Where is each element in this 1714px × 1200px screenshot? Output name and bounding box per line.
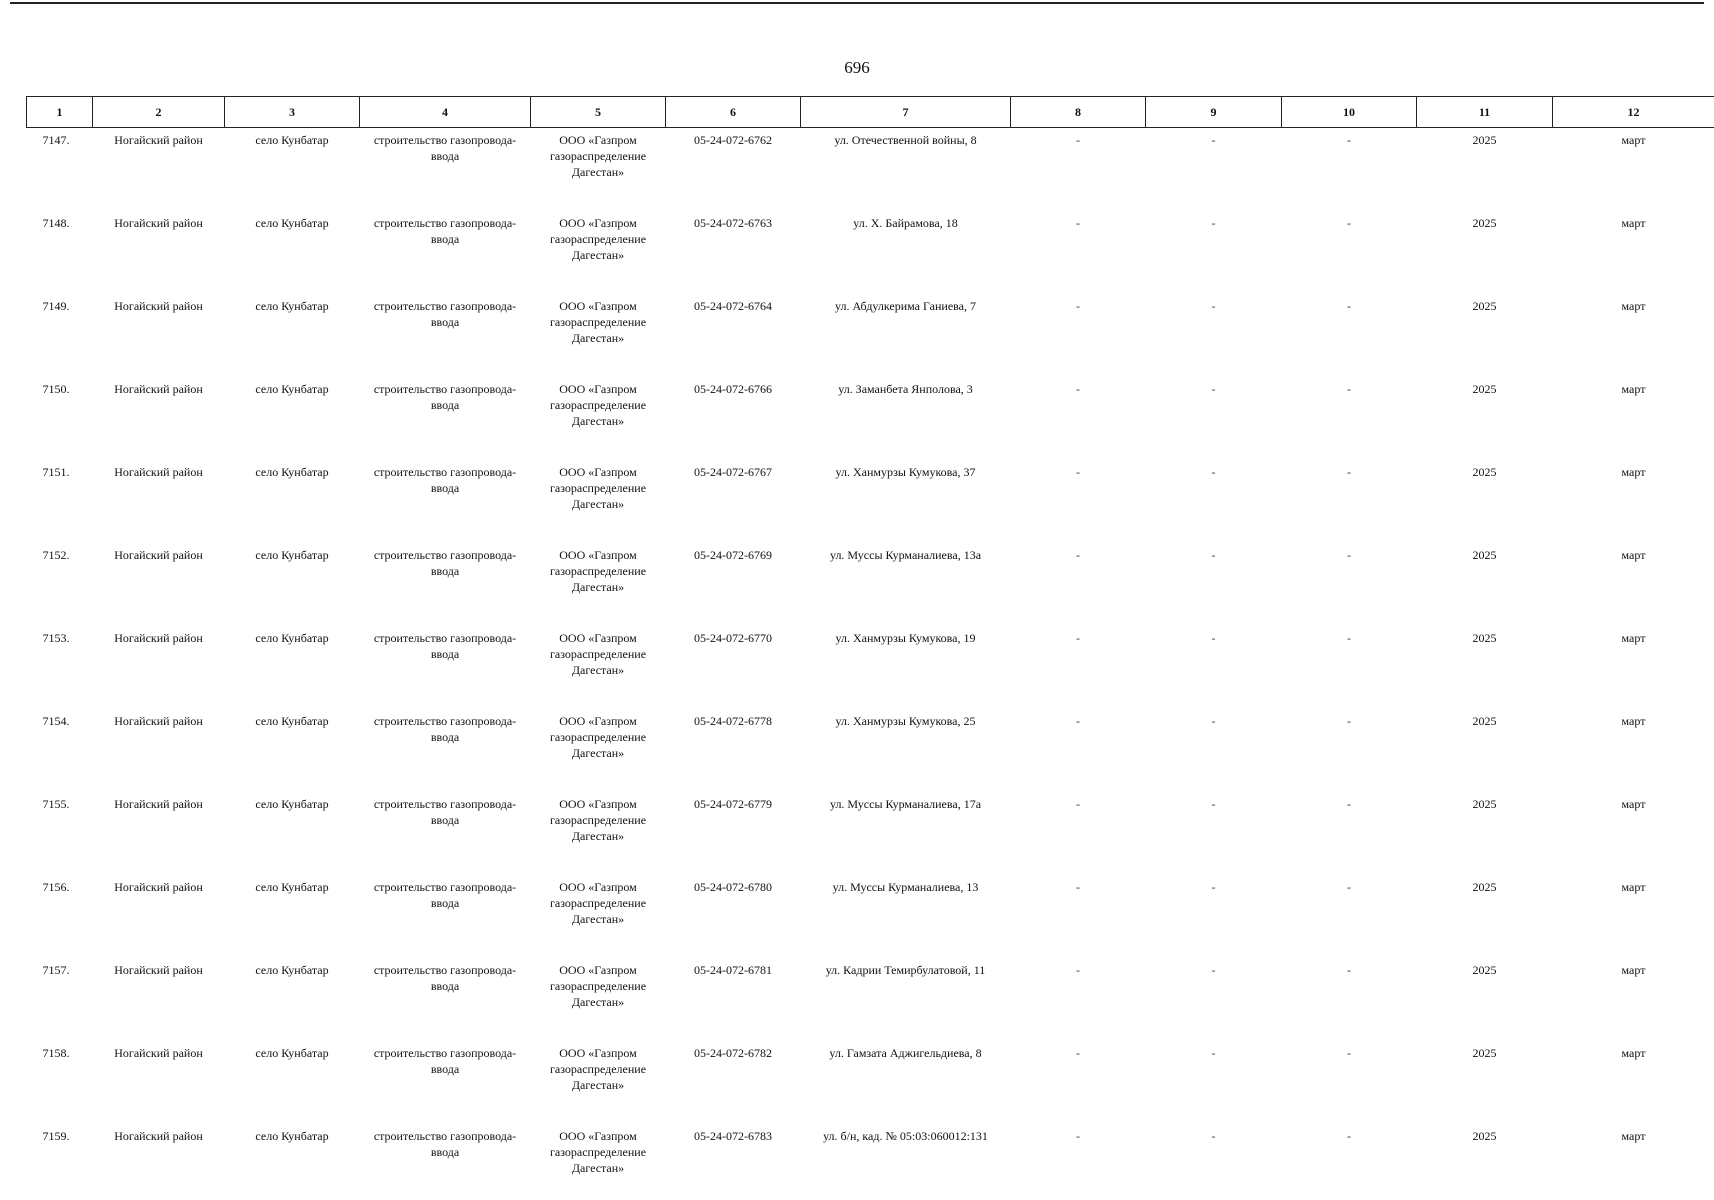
column-8-cell: - (1076, 631, 1080, 645)
column-9-cell: - (1211, 216, 1216, 230)
row-number-cell: 7156. (42, 880, 70, 894)
organization-cell: ООО «Газпром газораспределение Дагестан» (549, 714, 647, 760)
column-8-cell: - (1076, 797, 1080, 811)
object-code-cell: 05-24-072-6767 (694, 465, 772, 479)
column-10-cell: - (1347, 548, 1351, 562)
settlement-cell: село Кунбатар (255, 216, 329, 230)
registry-table (26, 96, 1714, 1200)
work-type-cell: строительство газопровода-ввода (373, 631, 517, 661)
object-code-cell: 05-24-072-6783 (694, 1129, 772, 1143)
address-cell: ул. Гамзата Аджигельдиева, 8 (829, 1046, 982, 1060)
column-9-cell: - (1211, 797, 1216, 811)
settlement-cell: село Кунбатар (255, 548, 329, 562)
organization-cell: ООО «Газпром газораспределение Дагестан» (549, 963, 647, 1009)
work-type-cell: строительство газопровода-ввода (373, 880, 517, 910)
column-10-cell: - (1347, 465, 1351, 479)
district-cell: Ногайский район (114, 797, 203, 811)
organization-cell: ООО «Газпром газораспределение Дагестан» (549, 299, 647, 345)
column-header: 5 (531, 97, 666, 128)
year-cell: 2025 (1472, 631, 1497, 645)
settlement-cell: село Кунбатар (255, 299, 329, 313)
district-cell: Ногайский район (114, 631, 203, 645)
year-cell: 2025 (1472, 299, 1497, 313)
column-10-cell: - (1347, 382, 1351, 396)
column-10-cell: - (1347, 631, 1351, 645)
settlement-cell: село Кунбатар (255, 1046, 329, 1060)
row-number-cell: 7158. (42, 1046, 70, 1060)
column-8-cell: - (1076, 1046, 1080, 1060)
organization-cell: ООО «Газпром газораспределение Дагестан» (549, 382, 647, 428)
row-number-cell: 7147. (42, 133, 70, 147)
year-cell: 2025 (1472, 1046, 1497, 1060)
column-10-cell: - (1347, 797, 1351, 811)
column-8-cell: - (1076, 963, 1080, 977)
organization-cell: ООО «Газпром газораспределение Дагестан» (549, 465, 647, 511)
settlement-cell: село Кунбатар (255, 963, 329, 977)
month-cell: март (1621, 1129, 1646, 1143)
settlement-cell: село Кунбатар (255, 133, 329, 147)
table-row (27, 211, 1714, 294)
settlement-cell: село Кунбатар (255, 880, 329, 894)
month-cell: март (1621, 880, 1646, 894)
object-code-cell: 05-24-072-6782 (694, 1046, 772, 1060)
column-header: 9 (1146, 97, 1282, 128)
work-type-cell: строительство газопровода-ввода (373, 548, 517, 578)
address-cell: ул. Заманбета Янполова, 3 (838, 382, 973, 396)
row-number-cell: 7150. (42, 382, 70, 396)
table-row (27, 709, 1714, 792)
organization-cell: ООО «Газпром газораспределение Дагестан» (549, 631, 647, 677)
work-type-cell: строительство газопровода-ввода (373, 963, 517, 993)
table-row (27, 626, 1714, 709)
work-type-cell: строительство газопровода-ввода (373, 465, 517, 495)
object-code-cell: 05-24-072-6769 (694, 548, 772, 562)
row-number-cell: 7157. (42, 963, 70, 977)
table-row (27, 294, 1714, 377)
column-header: 12 (1553, 97, 1714, 128)
column-9-cell: - (1211, 880, 1216, 894)
column-9-cell: - (1211, 714, 1216, 728)
month-cell: март (1621, 133, 1646, 147)
organization-cell: ООО «Газпром газораспределение Дагестан» (549, 1046, 647, 1092)
column-header: 3 (225, 97, 360, 128)
object-code-cell: 05-24-072-6766 (694, 382, 772, 396)
row-number-cell: 7154. (42, 714, 70, 728)
settlement-cell: село Кунбатар (255, 382, 329, 396)
year-cell: 2025 (1472, 548, 1497, 562)
district-cell: Ногайский район (114, 1129, 203, 1143)
address-cell: ул. Абдулкерима Ганиева, 7 (835, 299, 976, 313)
month-cell: март (1621, 714, 1646, 728)
table-row (27, 128, 1714, 212)
column-header: 1 (27, 97, 93, 128)
row-number-cell: 7153. (42, 631, 70, 645)
year-cell: 2025 (1472, 133, 1497, 147)
column-header: 11 (1417, 97, 1553, 128)
column-10-cell: - (1347, 714, 1351, 728)
year-cell: 2025 (1472, 465, 1497, 479)
organization-cell: ООО «Газпром газораспределение Дагестан» (549, 1129, 647, 1175)
table-row (27, 460, 1714, 543)
column-9-cell: - (1211, 548, 1216, 562)
work-type-cell: строительство газопровода-ввода (373, 1046, 517, 1076)
column-8-cell: - (1076, 133, 1080, 147)
month-cell: март (1621, 548, 1646, 562)
work-type-cell: строительство газопровода-ввода (373, 797, 517, 827)
column-header: 8 (1011, 97, 1146, 128)
district-cell: Ногайский район (114, 299, 203, 313)
district-cell: Ногайский район (114, 382, 203, 396)
year-cell: 2025 (1472, 382, 1497, 396)
column-header: 7 (801, 97, 1011, 128)
organization-cell: ООО «Газпром газораспределение Дагестан» (549, 548, 647, 594)
year-cell: 2025 (1472, 714, 1497, 728)
district-cell: Ногайский район (114, 880, 203, 894)
object-code-cell: 05-24-072-6770 (694, 631, 772, 645)
work-type-cell: строительство газопровода-ввода (373, 216, 517, 246)
table-row (27, 875, 1714, 958)
object-code-cell: 05-24-072-6781 (694, 963, 772, 977)
column-10-cell: - (1347, 1046, 1351, 1060)
address-cell: ул. Муссы Курманалиева, 17а (829, 797, 982, 811)
year-cell: 2025 (1472, 797, 1497, 811)
year-cell: 2025 (1472, 1129, 1497, 1143)
row-number-cell: 7155. (42, 797, 70, 811)
organization-cell: ООО «Газпром газораспределение Дагестан» (549, 133, 647, 179)
column-header: 4 (360, 97, 531, 128)
row-number-cell: 7152. (42, 548, 70, 562)
district-cell: Ногайский район (114, 465, 203, 479)
column-header: 6 (666, 97, 801, 128)
column-9-cell: - (1211, 133, 1216, 147)
row-number-cell: 7159. (42, 1129, 70, 1143)
column-10-cell: - (1347, 133, 1351, 147)
object-code-cell: 05-24-072-6763 (694, 216, 772, 230)
month-cell: март (1621, 382, 1646, 396)
address-cell: ул. Ханмурзы Кумукова, 25 (835, 714, 976, 728)
column-9-cell: - (1211, 299, 1216, 313)
table-row (27, 958, 1714, 1041)
column-9-cell: - (1211, 1129, 1216, 1143)
row-number-cell: 7148. (42, 216, 70, 230)
column-10-cell: - (1347, 216, 1351, 230)
column-8-cell: - (1076, 299, 1080, 313)
address-cell: ул. Кадрии Темирбулатовой, 11 (825, 963, 986, 977)
table-row (27, 1124, 1714, 1200)
column-9-cell: - (1211, 963, 1216, 977)
year-cell: 2025 (1472, 963, 1497, 977)
column-10-cell: - (1347, 1129, 1351, 1143)
organization-cell: ООО «Газпром газораспределение Дагестан» (549, 880, 647, 926)
column-9-cell: - (1211, 465, 1216, 479)
month-cell: март (1621, 1046, 1646, 1060)
column-10-cell: - (1347, 880, 1351, 894)
address-cell: ул. Ханмурзы Кумукова, 37 (835, 465, 976, 479)
object-code-cell: 05-24-072-6778 (694, 714, 772, 728)
district-cell: Ногайский район (114, 133, 203, 147)
organization-cell: ООО «Газпром газораспределение Дагестан» (549, 216, 647, 262)
month-cell: март (1621, 299, 1646, 313)
address-cell: ул. Муссы Курманалиева, 13а (829, 548, 982, 562)
year-cell: 2025 (1472, 216, 1497, 230)
organization-cell: ООО «Газпром газораспределение Дагестан» (549, 797, 647, 843)
district-cell: Ногайский район (114, 963, 203, 977)
column-header: 10 (1282, 97, 1417, 128)
address-cell: ул. б/н, кад. № 05:03:060012:131 (823, 1129, 988, 1143)
table-body (27, 128, 1714, 1200)
column-10-cell: - (1347, 963, 1351, 977)
work-type-cell: строительство газопровода-ввода (373, 714, 517, 744)
settlement-cell: село Кунбатар (255, 631, 329, 645)
column-8-cell: - (1076, 1129, 1080, 1143)
page-number: 696 (844, 58, 870, 77)
column-8-cell: - (1076, 382, 1080, 396)
table-row (27, 1041, 1714, 1124)
work-type-cell: строительство газопровода-ввода (373, 1129, 517, 1159)
month-cell: март (1621, 797, 1646, 811)
district-cell: Ногайский район (114, 216, 203, 230)
address-cell: ул. Х. Байрамова, 18 (853, 216, 958, 230)
row-number-cell: 7151. (42, 465, 70, 479)
object-code-cell: 05-24-072-6764 (694, 299, 772, 313)
column-9-cell: - (1211, 382, 1216, 396)
table-row (27, 792, 1714, 875)
column-8-cell: - (1076, 880, 1080, 894)
column-10-cell: - (1347, 299, 1351, 313)
column-8-cell: - (1076, 465, 1080, 479)
month-cell: март (1621, 465, 1646, 479)
table-header-row (27, 97, 1714, 128)
month-cell: март (1621, 631, 1646, 645)
settlement-cell: село Кунбатар (255, 797, 329, 811)
district-cell: Ногайский район (114, 714, 203, 728)
district-cell: Ногайский район (114, 548, 203, 562)
column-8-cell: - (1076, 216, 1080, 230)
object-code-cell: 05-24-072-6762 (694, 133, 772, 147)
work-type-cell: строительство газопровода-ввода (373, 299, 517, 329)
object-code-cell: 05-24-072-6779 (694, 797, 772, 811)
district-cell: Ногайский район (114, 1046, 203, 1060)
year-cell: 2025 (1472, 880, 1497, 894)
address-cell: ул. Ханмурзы Кумукова, 19 (835, 631, 976, 645)
table-row (27, 543, 1714, 626)
object-code-cell: 05-24-072-6780 (694, 880, 772, 894)
settlement-cell: село Кунбатар (255, 465, 329, 479)
address-cell: ул. Отечественной войны, 8 (834, 133, 977, 147)
work-type-cell: строительство газопровода-ввода (373, 133, 517, 163)
top-rule (10, 2, 1704, 4)
column-8-cell: - (1076, 714, 1080, 728)
column-header: 2 (93, 97, 225, 128)
row-number-cell: 7149. (42, 299, 70, 313)
column-8-cell: - (1076, 548, 1080, 562)
work-type-cell: строительство газопровода-ввода (373, 382, 517, 412)
settlement-cell: село Кунбатар (255, 1129, 329, 1143)
month-cell: март (1621, 216, 1646, 230)
column-9-cell: - (1211, 631, 1216, 645)
address-cell: ул. Муссы Курманалиева, 13 (832, 880, 979, 894)
table-row (27, 377, 1714, 460)
month-cell: март (1621, 963, 1646, 977)
column-9-cell: - (1211, 1046, 1216, 1060)
settlement-cell: село Кунбатар (255, 714, 329, 728)
